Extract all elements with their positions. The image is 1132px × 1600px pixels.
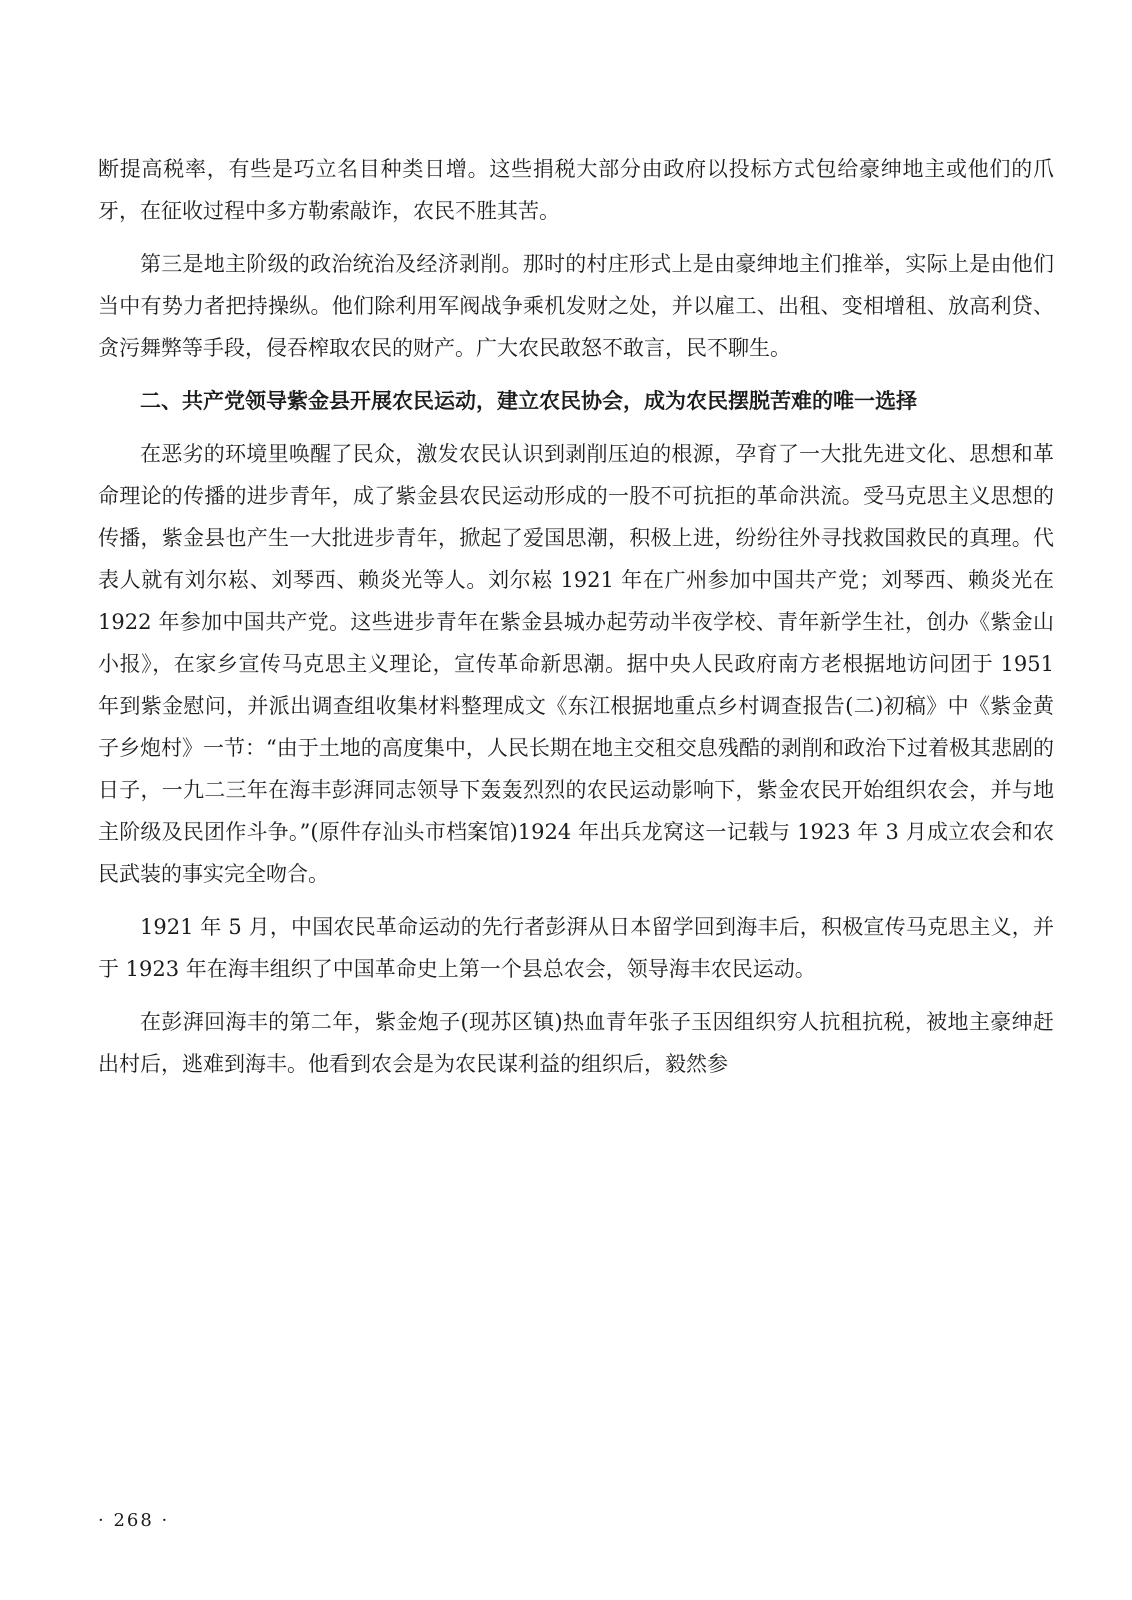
paragraph-peng-pai: 1921 年 5 月，中国农民革命运动的先行者彭湃从日本留学回到海丰后，积极宣传马克思主义，并于 1923 年在海丰组织了中国革命史上第一个县总农会，领导海丰农民运动。 [98, 915, 1054, 981]
paragraph-progressive-youth: 在恶劣的环境里唤醒了民众，激发农民认识到剥削压迫的根源，孕育了一大批先进文化、思想和革命理论的传播的进步青年，成了紫金县农民运动形成的一股不可抗拒的革命洪流。受马克思主义思想的传播，紫金县也产生一大批进步青年，掀起了爱国思潮，积极上进，纷纷往外寻找救国救民的真理。代表人就有刘尔崧、刘琴西、赖炎光等人。刘尔崧 1921 年在广州参加中国共产党；刘琴西、赖炎光在 1922 年参加中国共产党。这些进步青年在紫金县城办起劳动半夜学校、青年新学生社，创办《紫金山小报》，在家乡宣传马克思主义理论，宣传革命新思潮。据中央人民政府南方老根据地访问团于 1951 年到紫金慰问，并派出调查组收集材料整理成文《东江根据地重点乡村调查报告(二)初稿》中《紫金黄子乡炮村》一节：“由于土地的高度集中，人民长期在地主交租交息残酷的剥削和政治下过着极其悲剧的日子，一九二三年在海丰彭湃同志领导下轰轰烈烈的农民运动影响下，紫金农民开始组织农会，并与地主阶级及民团作斗争。”(原件存汕头市档案馆)1924 年出兵龙窝这一记载与 1923 年 3 月成立农会和农民武装的事实完全吻合。 [98, 442, 1054, 886]
paragraph-taxes: 断提高税率，有些是巧立名目种类日增。这些捐税大部分由政府以投标方式包给豪绅地主或他们的爪牙，在征收过程中多方勒索敲诈，农民不胜其苦。 [98, 157, 1054, 223]
paragraph-landlord-rule: 第三是地主阶级的政治统治及经济剥削。那时的村庄形式上是由豪绅地主们推举，实际上是由他们当中有势力者把持操纵。他们除利用军阀战争乘机发财之处，并以雇工、出租、变相增租、放高利贷、贪污舞弊等手段，侵吞榨取农民的财产。广大农民敢怒不敢言，民不聊生。 [98, 252, 1054, 360]
paragraph-zhang-ziyu: 在彭湃回海丰的第二年，紫金炮子(现苏区镇)热血青年张子玉因组织穷人抗租抗税，被地主豪绅赶出村后，逃难到海丰。他看到农会是为农民谋利益的组织后，毅然参 [98, 1010, 1054, 1076]
page-number: · 268 · [98, 1510, 170, 1531]
page-body [98, 148, 1054, 1096]
section-heading: 二、共产党领导紫金县开展农民运动，建立农民协会，成为农民摆脱苦难的唯一选择 [140, 389, 917, 413]
